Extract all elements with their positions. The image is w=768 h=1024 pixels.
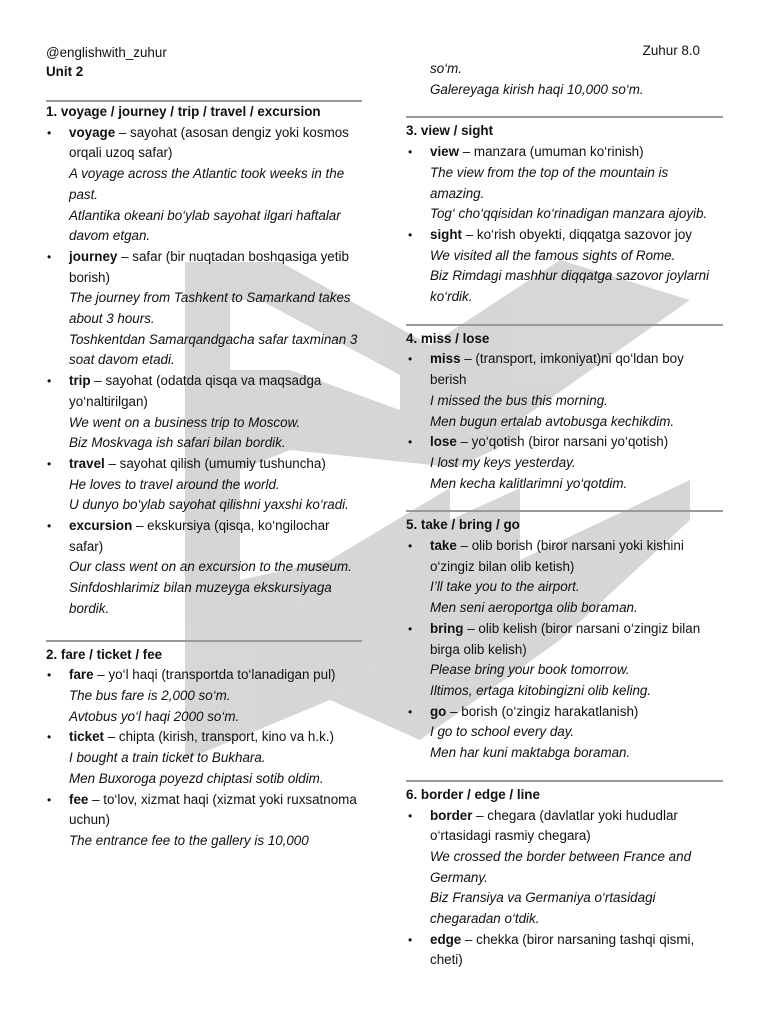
entry-list bbox=[383, 142, 723, 308]
vocab-entry bbox=[383, 930, 723, 971]
vocab-definition: – olib borish (biror narsani yoki kishini o‘zingiz bilan olib ketish) bbox=[430, 538, 684, 574]
example-uz: Toshkentdan Samarqandgacha safar taxminan 3 soat davom etadi. bbox=[69, 331, 358, 368]
example-uz: Tog‘ cho‘qqisidan ko‘rinadigan manzara ajoyib. bbox=[430, 206, 708, 222]
example-uz: Men Buxoroga poyezd chiptasi sotib oldim. bbox=[69, 770, 324, 786]
vocab-entry bbox=[46, 516, 362, 620]
vocab-term: journey bbox=[69, 248, 118, 264]
vocab-term: miss bbox=[430, 351, 461, 367]
vocab-section bbox=[383, 780, 723, 971]
bullet-icon: • bbox=[408, 145, 413, 160]
example-uz: Men kecha kalitlarimni yo‘qotdim. bbox=[430, 475, 628, 491]
example-uz: Atlantika okeani bo‘ylab sayohat ilgari haftalar davom etgan. bbox=[69, 207, 341, 244]
vocab-section bbox=[383, 324, 723, 495]
vocab-entry bbox=[383, 225, 723, 308]
vocab-entry bbox=[383, 349, 723, 432]
example-en: The view from the top of the mountain is amazing. bbox=[430, 164, 669, 201]
vocab-definition: – sayohat qilish (umumiy tushuncha) bbox=[104, 455, 326, 471]
vocab-definition: – olib kelish (biror narsani o‘zingiz bilan birga olib kelish) bbox=[430, 620, 701, 657]
vocab-section bbox=[383, 116, 723, 307]
entry-list bbox=[383, 806, 723, 972]
vocab-definition: – safar (bir nuqtadan boshqasiga yetib borish) bbox=[69, 248, 349, 285]
example-en: Our class went on an excursion to the museum. bbox=[69, 559, 352, 575]
bullet-icon: • bbox=[408, 704, 413, 719]
right-sections bbox=[383, 116, 723, 971]
vocab-term: lose bbox=[430, 434, 457, 450]
section-title: 5. take / bring / go bbox=[406, 517, 520, 533]
vocab-term: travel bbox=[69, 455, 105, 471]
section-title: 4. miss / lose bbox=[406, 330, 490, 346]
bullet-icon: • bbox=[408, 227, 413, 242]
example-uz: Galereyaga kirish haqi 10,000 so‘m. bbox=[430, 81, 644, 97]
example-en: I go to school every day. bbox=[430, 724, 575, 740]
section-title: 2. fare / ticket / fee bbox=[46, 646, 163, 662]
vocab-term: sight bbox=[430, 226, 462, 242]
bullet-icon: • bbox=[47, 249, 52, 264]
example-en: I missed the bus this morning. bbox=[430, 392, 608, 408]
vocab-term: trip bbox=[69, 373, 91, 389]
bullet-icon: • bbox=[47, 374, 52, 389]
left-column bbox=[46, 100, 362, 852]
bullet-icon: • bbox=[47, 668, 52, 683]
example-uz: U dunyo bo‘ylab sayohat qilishni yaxshi ko‘radi. bbox=[69, 497, 349, 513]
vocab-definition: – chipta (kirish, transport, kino va h.k.) bbox=[103, 729, 334, 745]
bullet-icon: • bbox=[47, 792, 52, 807]
vocab-entry bbox=[46, 727, 362, 789]
vocab-entry bbox=[383, 619, 723, 702]
example-en: The journey from Tashkent to Samarkand takes about 3 hours. bbox=[69, 290, 351, 327]
bullet-icon: • bbox=[47, 125, 52, 140]
example-uz: Iltimos, ertaga kitobingizni olib keling. bbox=[430, 682, 652, 698]
bullet-icon: • bbox=[47, 730, 52, 745]
vocab-entry bbox=[383, 432, 723, 494]
example-en: I’ll take you to the airport. bbox=[430, 579, 580, 595]
section-title: 3. view / sight bbox=[406, 123, 494, 139]
vocab-definition: – to‘lov, xizmat haqi (xizmat yoki ruxsatnoma uchun) bbox=[69, 791, 357, 828]
vocab-entry bbox=[46, 247, 362, 371]
bullet-icon: • bbox=[47, 519, 52, 534]
vocab-section bbox=[383, 510, 723, 763]
vocab-definition: – yo‘l haqi (transportda to‘lanadigan pul) bbox=[93, 667, 336, 683]
right-column bbox=[383, 59, 723, 971]
example-uz: Men har kuni maktabga boraman. bbox=[430, 745, 631, 761]
vocab-definition: – (transport, imkoniyat)ni qo‘ldan boy berish bbox=[430, 351, 684, 388]
vocab-definition: – ko‘rish obyekti, diqqatga sazovor joy bbox=[462, 226, 692, 242]
vocab-definition: – ekskursiya (qisqa, ko‘ngilochar safar) bbox=[69, 518, 330, 554]
example-en: Please bring your book tomorrow. bbox=[430, 662, 630, 678]
bullet-icon: • bbox=[47, 456, 52, 471]
vocab-term: bring bbox=[430, 620, 464, 636]
vocab-definition: – sayohat (odatda qisqa va maqsadga yo‘naltirilgan) bbox=[69, 373, 322, 409]
vocab-term: ticket bbox=[69, 729, 104, 745]
example-uz: Men bugun ertalab avtobusga kechikdim. bbox=[430, 413, 675, 429]
example-en: The bus fare is 2,000 so‘m. bbox=[69, 687, 231, 703]
bullet-icon: • bbox=[408, 539, 413, 554]
vocab-term: edge bbox=[430, 931, 462, 947]
entry-list bbox=[383, 349, 723, 494]
vocab-entry bbox=[46, 123, 362, 247]
vocab-definition: – borish (o‘zingiz harakatlanish) bbox=[446, 703, 639, 719]
vocab-definition: – sayohat (asosan dengiz yoki kosmos orqali uzoq safar) bbox=[69, 124, 349, 161]
vocab-entry bbox=[383, 536, 723, 619]
entry-list bbox=[383, 536, 723, 764]
vocab-definition: – yo‘qotish (biror narsani yo‘qotish) bbox=[456, 434, 669, 450]
entry-list bbox=[46, 665, 362, 851]
vocab-entry bbox=[46, 665, 362, 727]
vocab-entry bbox=[383, 806, 723, 930]
example-en: We crossed the border between France and Germany. bbox=[430, 848, 692, 885]
vocab-entry bbox=[46, 790, 362, 852]
vocab-definition: – chegara (davlatlar yoki hududlar o‘rtasidagi rasmiy chegara) bbox=[430, 807, 678, 844]
vocab-term: go bbox=[430, 703, 447, 719]
example-en: A voyage across the Atlantic took weeks in the past. bbox=[69, 166, 345, 202]
vocab-definition: – manzara (umuman ko‘rinish) bbox=[459, 144, 644, 160]
unit-title: Unit 2 bbox=[46, 64, 84, 79]
example-en: so‘m. bbox=[430, 61, 462, 76]
vocab-term: excursion bbox=[69, 518, 133, 534]
vocab-entry bbox=[383, 702, 723, 764]
vocab-term: view bbox=[430, 144, 460, 160]
vocab-section bbox=[46, 640, 362, 852]
example-en: We visited all the famous sights of Rome. bbox=[430, 247, 676, 263]
continued-example bbox=[383, 59, 723, 100]
example-uz: Biz Fransiya va Germaniya o‘rtasidagi chegaradan o‘tdik. bbox=[430, 890, 656, 927]
example-en: We went on a business trip to Moscow. bbox=[69, 414, 301, 430]
section-title: 1. voyage / journey / trip / travel / excursion bbox=[46, 104, 321, 119]
entry-list bbox=[46, 123, 362, 620]
example-en: I bought a train ticket to Bukhara. bbox=[69, 750, 266, 766]
bullet-icon: • bbox=[408, 621, 413, 636]
bullet-icon: • bbox=[408, 932, 413, 947]
example-en: He loves to travel around the world. bbox=[69, 476, 280, 492]
vocab-definition: – chekka (biror narsaning tashqi qismi, cheti) bbox=[430, 931, 695, 968]
example-en: I lost my keys yesterday. bbox=[430, 454, 576, 470]
example-en: The entrance fee to the gallery is 10,000 bbox=[69, 832, 309, 848]
header-left bbox=[46, 43, 167, 81]
example-uz: Biz Moskvaga ish safari bilan bordik. bbox=[69, 435, 286, 451]
author-name: Zuhur 8.0 bbox=[642, 43, 700, 58]
author-handle: @englishwith_zuhur bbox=[46, 45, 167, 60]
vocab-term: fee bbox=[69, 791, 89, 807]
left-sections bbox=[46, 100, 362, 852]
example-uz: Men seni aeroportga olib boraman. bbox=[430, 600, 638, 616]
vocab-entry bbox=[46, 371, 362, 454]
bullet-icon: • bbox=[408, 808, 413, 823]
section-title: 6. border / edge / line bbox=[406, 786, 540, 802]
vocab-section bbox=[46, 102, 362, 620]
vocab-term: border bbox=[430, 807, 473, 823]
vocab-term: voyage bbox=[69, 124, 116, 140]
bullet-icon: • bbox=[408, 352, 413, 367]
example-uz: Avtobus yo‘l haqi 2000 so‘m. bbox=[69, 708, 240, 724]
vocab-entry bbox=[383, 142, 723, 225]
vocab-term: fare bbox=[69, 667, 94, 683]
vocab-term: take bbox=[430, 538, 457, 554]
vocab-entry bbox=[46, 454, 362, 516]
example-uz: Biz Rimdagi mashhur diqqatga sazovor joylarni ko‘rdik. bbox=[430, 268, 710, 305]
example-uz: Sinfdoshlarimiz bilan muzeyga ekskursiyaga bordik. bbox=[69, 580, 332, 616]
bullet-icon: • bbox=[408, 435, 413, 450]
